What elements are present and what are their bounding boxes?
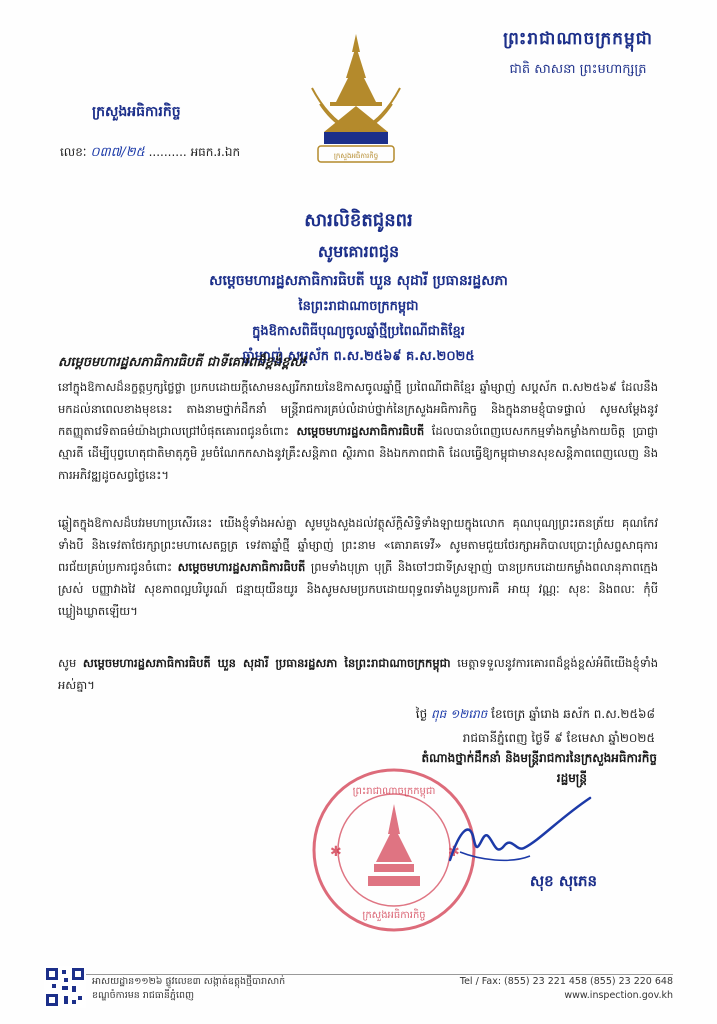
salutation: សម្ដេចមហារដ្ឋសភាធិការធិបតី ជាទីគោរពដ៏ខ្ពង់ខ្ពស់! [58, 355, 308, 370]
kingdom-motto: ជាតិ សាសនា ព្រះមហាក្សត្រ [509, 62, 647, 77]
footer-website[interactable]: www.inspection.gov.kh [564, 990, 673, 1001]
letter-titles [60, 208, 657, 373]
paragraph-3: សូម សម្ដេចមហារដ្ឋសភាធិការធិបតី ឃួន សុដារី ប្រធានរដ្ឋសភា នៃព្រះរាជាណាចក្រកម្ពុជា មេត្តាទទួលនូវការគោរពដ៏ខ្ពង់ខ្ពស់អំពីយើងខ្ញុំទាំងអស់គ្នា។ [58, 656, 659, 692]
lunar-date: ថ្ងៃ ពុធ ១២រោច ខែចេត្រ ឆ្នាំរោង ឆស័ក ព.ស.២៥៦៨ [415, 707, 655, 721]
svg-text:✱: ✱ [330, 844, 342, 860]
ministry-emblem-icon [300, 32, 412, 172]
paragraph-2: ឆ្លៀតក្នុងឱកាសដ៏បវរមហាប្រសើរនេះ យើងខ្ញុំទាំងអស់គ្នា សូមបួងសួងដល់វត្ថុស័ក្តិសិទ្ធិទាំងឡាយក្នុងលោក គុណបុណ្យព្រះរតនត្រ័យ គុណកែវទាំងបី និងទេវតាថែរក្សាព្រះមហាសេតច្ឆត្រ ទេវតាឆ្នាំថ្មី ឆ្នាំម្សាញ់ ព្រះនាម «គោរាគទេវី» សូមតាមជួយថែរក្សាអភិបាលប្រោះព្រំសព្ទសាធុការពរជ័យគ្រប់ប្រការជូនចំពោះ សម្ដេចមហារដ្ឋសភាធិការធិបតី ព្រមទាំងបុត្រា បុត្រី និងចៅៗជាទីស្រឡាញ់ បានប្រកបដោយកម្លាំងពលានុភាពក្មេងស្រស់ បញ្ញាវាងវៃ សុខភាពល្អបរិបូរណ៍ ជន្មាយុយឺនយូរ និងសូមសមប្រកបដោយពុទ្ធពរទាំងបួនប្រការគឺ អាយុ វណ្ណៈ សុខៈ និងពលៈ កុំបីឃ្លៀងឃ្លាតឡើយ។ [58, 516, 658, 618]
title-sub: សូមគោរពជូន [317, 242, 400, 261]
signer-name: សុខ សុភេន [529, 872, 597, 890]
qr-code-icon[interactable] [44, 966, 86, 1008]
ministry-name: ក្រសួងអធិការកិច្ច [92, 104, 181, 120]
svg-text:✱: ✱ [448, 844, 460, 860]
paragraph-1: នៅក្នុងឱកាសដ៏នក្ខត្តឫក្សថ្លៃថ្លា ប្រកបដោយក្ដីសោមនស្សរីករាយនៃឱកាសចូលឆ្នាំថ្មី ប្រពៃណីជាតិខ្មែរ ឆ្នាំម្សាញ់ សប្តស័ក ព.ស២៥៦៩ ដែលនឹងមកដល់នាពេលខាងមុខនេះ តាងនាមថ្នាក់ដឹកនាំ មន្ត្រីរាជការគ្រប់លំដាប់ថ្នាក់នៃក្រសួងអធិការកិច្ច និងក្នុងនាមខ្ញុំបាទផ្ទាល់ សូមសម្ដែងនូវកតញ្ញុតាវេទិតាធម៌យ៉ាងជ្រាលជ្រៅបំផុតគោរពជូនចំពោះ សម្ដេចមហារដ្ឋសភាធិការធិបតី ដែលបានបំពេញបេសកកម្មទាំងកម្លាំងកាយចិត្ត ប្រាជ្ញា ស្មារតី ដើម្បីបុព្វហេតុជាតិមាតុភូមិ រួមចំណែកកសាងនូវគ្រឹះសន្តិភាព ស្ថិរភាព និងឯកភាពជាតិ ដែលធ្វើឱ្យកម្ពុជាមានសុខសន្តិភាពពេញលេញ និងការអភិវឌ្ឍដូចសព្វថ្ងៃនេះ។ [58, 380, 659, 482]
emblem-label: ក្រសួងអធិការកិច្ច [333, 152, 379, 160]
footer-contact [460, 975, 673, 1003]
recipient-name: សម្ដេចមហារដ្ឋសភាធិការធិបតី ឃួន សុដារី ប្រធានរដ្ឋសភា [209, 273, 508, 289]
footer-address: អាសយដ្ឋាន១១២៦ ផ្លូវលេខ៣ សង្កាត់ឧត្តុងថ្មីបារាសាក់ ខណ្ឌចំការមន រាជធានីភ្នំពេញ [92, 976, 286, 1001]
reference-handwritten: ០៣៧/២៥ [90, 145, 145, 160]
year-line: ឆ្នាំម្សាញ់ សប្តស័ក ព.ស.២៥៦៩ គ.ស.២០២៥ [242, 349, 475, 364]
recipient-org: នៃព្រះរាជាណាចក្រកម្ពុជា [298, 299, 419, 314]
kingdom-header [473, 28, 683, 80]
handwritten-signature-icon [430, 790, 600, 880]
title-main: សារលិខិតជូនពរ [304, 210, 413, 231]
signatory-position: រដ្ឋមន្ត្រី [556, 771, 587, 785]
signatory-title: តំណាងថ្នាក់ដឹកនាំ និងមន្ត្រីរាជការនៃក្រសួងអធិការកិច្ច [421, 751, 657, 765]
reference-number: លេខៈ ០៣៧/២៥ .......... អធក.រ.ឯក [60, 145, 241, 160]
reference-prefix: លេខៈ [60, 145, 87, 159]
seal-text: ព្រះរាជាណាចក្រកម្ពុជា [352, 786, 436, 797]
reference-suffix: អធក.រ.ឯក [190, 145, 241, 159]
occasion: ក្នុងឱកាសពិធីបុណ្យចូលឆ្នាំថ្មីប្រពៃណីជាតិខ្មែរ [252, 324, 465, 339]
footer-phone: Tel / Fax: (855) 23 221 458 (855) 23 220 648 [459, 976, 673, 987]
seal-bottom-text: ក្រសួងអធិការកិច្ច [362, 910, 426, 921]
solar-date: រាជធានីភ្នំពេញ ថ្ងៃទី ៩ ខែមេសា ឆ្នាំ២០២៥ [462, 731, 655, 745]
kingdom-name: ព្រះរាជាណាចក្រកម្ពុជា [503, 29, 653, 49]
